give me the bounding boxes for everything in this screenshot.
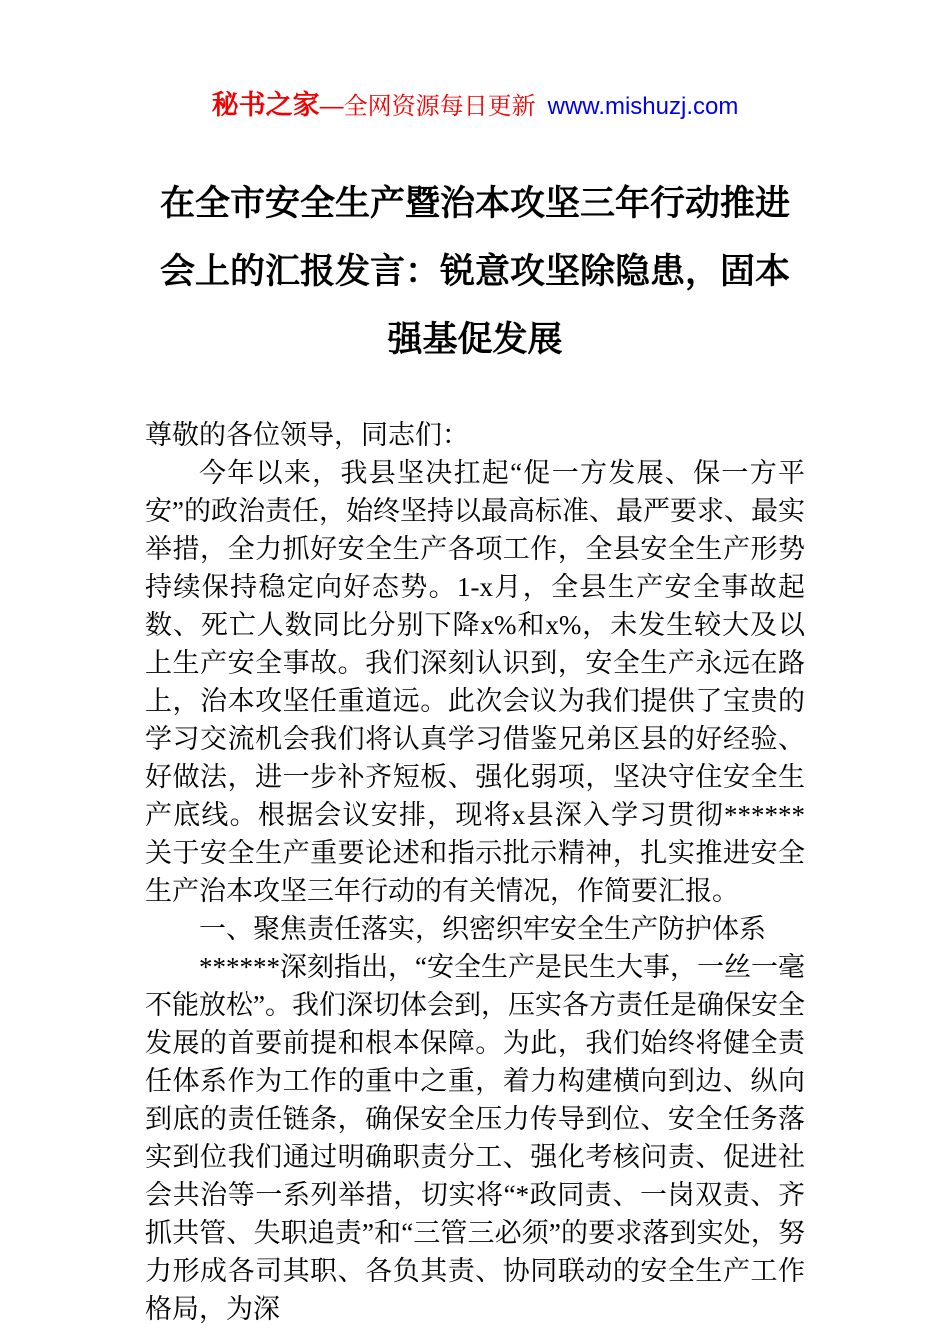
site-tagline-text: 全网资源每日更新 bbox=[343, 93, 536, 120]
site-url: www.mishuzj.com bbox=[547, 93, 739, 120]
paragraph: 今年以来，我县坚决扛起“促一方发展、保一方平安”的政治责任，始终坚持以最高标准、最严要求、最实举措，全力抓好安全生产各项工作，全县安全生产形势持续保持稳定向好态势。1-x月，全县生产安全事故起数、死亡人数同比分别下降x%和x%，未发生较大及以上生产安全事故。我们深刻认识到，安全生产永远在路上，治本攻坚任重道远。此次会议为我们提供了宝贵的学习交流机会我们将认真学习借鉴兄弟区县的好经验、好做法，进一步补齐短板、强化弱项，坚决守住安全生产底线。根据会议安排，现将x县深入学习贯彻******关于安全生产重要论述和指示批示精神，扎实推进安全生产治本攻坚三年行动的有关情况，作简要汇报。 bbox=[145, 458, 805, 906]
site-header bbox=[145, 88, 805, 124]
document-title: 在全市安全生产暨治本攻坚三年行动推进会上的汇报发言：锐意攻坚除隐患，固本强基促发展 bbox=[159, 184, 790, 359]
document-body bbox=[145, 416, 805, 1328]
site-tagline-separator: — bbox=[319, 93, 344, 120]
paragraph: ******深刻指出，“安全生产是民生大事，一丝一毫不能放松”。我们深切体会到，压实各方责任是确保安全发展的首要前提和根本保障。为此，我们始终将健全责任体系作为工作的重中之重，着力构建横向到边、纵向到底的责任链条，确保安全压力传导到位、安全任务落实到位我们通过明确职责分工、强化考核问责、促进社会共治等一系列举措，切实将“*政同责、一岗双责、齐抓共管、失职追责”和“三管三必须”的要求落到实处，努力形成各司其职、各负其责、协同联动的安全生产工作格局，为深 bbox=[145, 952, 805, 1324]
site-name: 秘书之家 bbox=[211, 90, 320, 120]
salutation: 尊敬的各位领导，同志们： bbox=[145, 420, 469, 450]
section-heading: 一、聚焦责任落实，织密织牢安全生产防护体系 bbox=[199, 914, 766, 944]
site-tagline bbox=[320, 93, 536, 120]
